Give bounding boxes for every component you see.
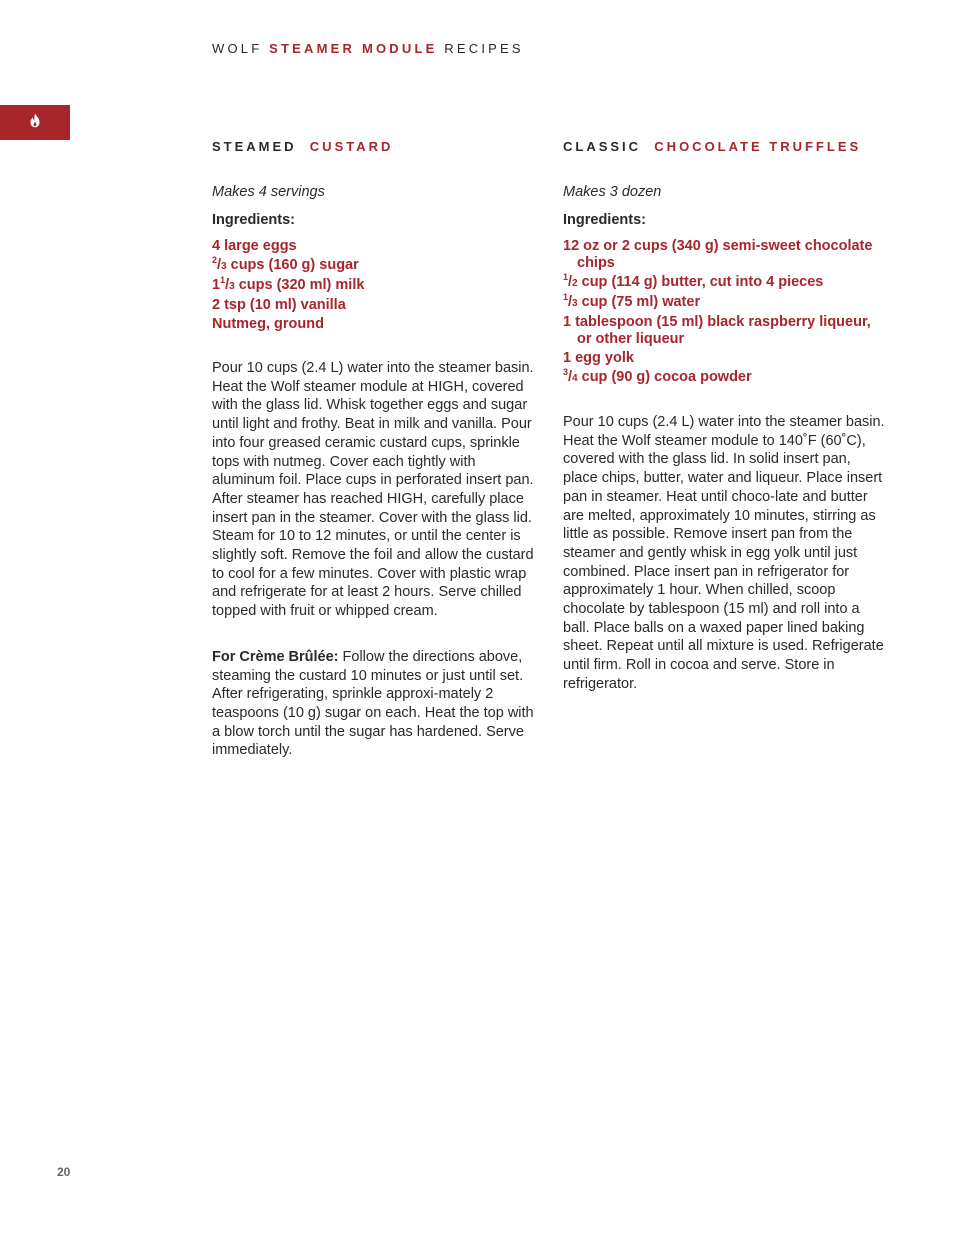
fraction-numerator: 1 bbox=[563, 292, 569, 303]
ingredient-item bbox=[212, 316, 534, 333]
title-prefix: CLASSIC bbox=[563, 139, 642, 154]
flame-icon bbox=[29, 113, 41, 133]
ingredient-text: cups (160 g) sugar bbox=[226, 257, 359, 273]
ingredients-list bbox=[563, 238, 885, 387]
header-accent: STEAMER MODULE bbox=[269, 41, 438, 56]
title-accent: CUSTARD bbox=[309, 139, 394, 154]
ingredient-item: $^3$/4 cup (90 g) cocoa powder bbox=[563, 367, 752, 385]
ingredient-text: cup (75 ml) water bbox=[577, 294, 701, 310]
ingredient-item bbox=[563, 238, 885, 272]
fraction-denominator: 3 bbox=[229, 281, 235, 292]
ingredients-label: Ingredients: bbox=[212, 212, 295, 228]
ingredient-item bbox=[212, 238, 534, 255]
ingredient-text: 2 tsp (10 ml) vanilla bbox=[212, 297, 346, 313]
ingredient-item: $^1$/2 cup (114 g) butter, cut into 4 pieces bbox=[563, 272, 824, 290]
ingredient-text: cups (320 ml) milk bbox=[234, 277, 365, 293]
ingredient-text: 1 tablespoon (15 ml) black raspberry liqueur, or other liqueur bbox=[563, 314, 871, 347]
ingredient-text: 4 large eggs bbox=[212, 238, 297, 254]
header-suffix: RECIPES bbox=[444, 41, 524, 56]
ingredients-label: Ingredients: bbox=[563, 212, 646, 228]
ingredient-text: 1 egg yolk bbox=[563, 350, 634, 366]
ingredient-item: $^1$/3 cup (75 ml) water bbox=[563, 292, 701, 310]
page-number: 20 bbox=[57, 1165, 71, 1179]
fraction-denominator: 3 bbox=[221, 261, 227, 272]
ingredient-text: Nutmeg, ground bbox=[212, 316, 324, 332]
brulee-text: Follow the directions above, steaming the custard 10 minutes or just until set. After refrigerating, sprinkle approxi-mately 2 teaspoons (10 g) sugar on each. Heat the top with a blow torch until the sugar has hardened. Serve immediately. bbox=[212, 648, 534, 759]
ingredient-item: $^2$/3 cups (160 g) sugar bbox=[212, 255, 359, 273]
fraction-numerator: 3 bbox=[563, 367, 569, 378]
header-prefix: WOLF bbox=[212, 41, 263, 56]
ingredient-item bbox=[563, 314, 885, 348]
title-prefix: STEAMED bbox=[212, 139, 297, 154]
fraction-denominator: 4 bbox=[572, 373, 578, 384]
truffles-recipe bbox=[563, 139, 885, 694]
brulee-paragraph bbox=[212, 648, 534, 760]
ingredient-whole: 1 bbox=[212, 277, 221, 293]
ingredient-text: cup (114 g) butter, cut into 4 pieces bbox=[577, 274, 824, 290]
title-accent: CHOCOLATE TRUFFLES bbox=[654, 139, 862, 154]
ingredient-text: 12 oz or 2 cups (340 g) semi-sweet chocolate chips bbox=[563, 238, 873, 271]
ingredient-item bbox=[212, 297, 534, 314]
page-header bbox=[212, 41, 524, 56]
fraction-denominator: 3 bbox=[572, 298, 578, 309]
recipe-title bbox=[212, 139, 534, 155]
ingredients-list bbox=[212, 238, 534, 333]
fraction-numerator: 2 bbox=[212, 255, 218, 266]
fraction-numerator: 1 bbox=[563, 272, 569, 283]
yield-text: Makes 3 dozen bbox=[563, 184, 662, 200]
method-text: Pour 10 cups (2.4 L) water into the steamer basin. Heat the Wolf steamer module at HIGH, covered with the glass lid. Whisk together eggs and sugar until light and frothy. Beat in milk and vanilla. Pour into four greased ceramic custard cups, sprinkle tops with nutmeg. Cover each tightly with aluminum foil. Place cups in perforated insert pan. After steamer has reached HIGH, carefully place insert pan in the steamer. Cover with the glass lid. Steam for 10 to 12 minutes, or until the center is slightly soft. Remove the foil and allow the custard to cool for a few minutes. Cover with plastic wrap and refrigerate for at least 2 hours. Serve chilled topped with fruit or whipped cream. bbox=[212, 360, 534, 620]
fraction-numerator: 1 bbox=[220, 275, 226, 286]
yield-text: Makes 4 servings bbox=[212, 184, 325, 200]
section-tab bbox=[0, 105, 70, 140]
ingredient-item bbox=[563, 350, 885, 367]
custard-recipe bbox=[212, 139, 534, 760]
fraction-denominator: 2 bbox=[572, 278, 578, 289]
method-text: Pour 10 cups (2.4 L) water into the steamer basin. Heat the Wolf steamer module to 140˚F (60˚C), covered with the glass lid. In solid insert pan, place chips, butter, water and liqueur. Place insert pan in steamer. Heat until choco-late and butter are melted, approximately 10 minutes, stirring as little as possible. Remove insert pan from the steamer and gently whisk in egg yolk until just combined. Place insert pan in refrigerator for approximately 1 hour. When chilled, scoop chocolate by tablespoon (15 ml) and roll into a ball. Place balls on a waxed paper lined baking sheet. Repeat until all mixture is used. Refrigerate until firm. Roll in cocoa and serve. Store in refrigerator. bbox=[563, 414, 885, 692]
recipe-title bbox=[563, 139, 885, 155]
ingredient-text: cup (90 g) cocoa powder bbox=[577, 369, 752, 385]
brulee-label: For Crème Brûlée: bbox=[212, 648, 339, 665]
ingredient-item: $1^1/3$ cups (320 ml) milk bbox=[212, 275, 365, 293]
